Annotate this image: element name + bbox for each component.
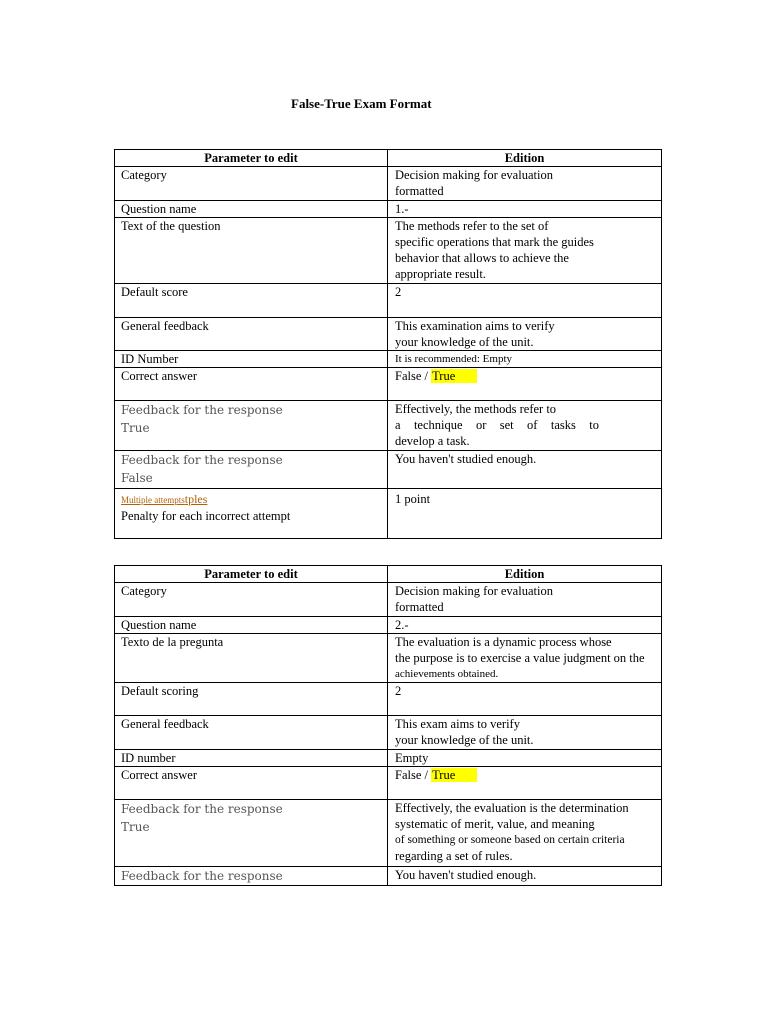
question-text-line: achievements obtained. [395, 668, 499, 680]
correct-answer-prefix: False / [395, 369, 432, 383]
feedback-true-label [115, 401, 388, 451]
feedback-label-line: Feedback for the response [121, 869, 283, 883]
correct-answer-highlight: True [431, 369, 477, 383]
category-value-line: formatted [395, 184, 444, 198]
general-feedback-line: your knowledge of the unit. [395, 733, 534, 747]
category-value-line: formatted [395, 600, 444, 614]
category-row [115, 167, 662, 201]
question-text-value [388, 218, 662, 284]
correct-answer-row [115, 767, 662, 800]
default-score-row [115, 284, 662, 318]
correct-answer-highlight: True [431, 768, 477, 782]
feedback-true-line: Effectively, the evaluation is the determination [395, 801, 629, 815]
penalty-label [115, 489, 388, 539]
id-number-value: It is recommended: Empty [388, 351, 662, 368]
default-score-row [115, 683, 662, 716]
question-text-value [388, 634, 662, 683]
question-text-label: Text of the question [115, 218, 388, 284]
multiple-attempts-suffix: tples [184, 492, 208, 506]
question-name-label: Question name [115, 617, 388, 634]
question-text-line: The methods refer to the set of [395, 219, 549, 233]
general-feedback-line: your knowledge of the unit. [395, 335, 534, 349]
document-title: False-True Exam Format [291, 96, 432, 111]
category-value [388, 167, 662, 201]
feedback-false-row [115, 867, 662, 886]
feedback-true-line: a technique or set of tasks to [395, 418, 599, 432]
multiple-attempts-link[interactable] [121, 491, 381, 508]
feedback-label-line: True [121, 421, 150, 435]
feedback-true-row [115, 800, 662, 867]
general-feedback-line: This exam aims to verify [395, 717, 520, 731]
multiple-attempts-text: Multiple attempts [121, 495, 185, 505]
feedback-label-line: Feedback for the response [121, 403, 283, 417]
general-feedback-line: This examination aims to verify [395, 319, 555, 333]
category-value [388, 583, 662, 617]
default-score-value: 2 [388, 683, 662, 716]
feedback-label-line: True [121, 820, 150, 834]
id-number-label: ID number [115, 750, 388, 767]
category-label: Category [115, 167, 388, 201]
correct-answer-label: Correct answer [115, 767, 388, 800]
id-number-value: Empty [388, 750, 662, 767]
header-row [115, 566, 662, 583]
category-label: Category [115, 583, 388, 617]
feedback-true-value [388, 800, 662, 867]
header-parameter: Parameter to edit [115, 566, 388, 583]
default-score-label: Default score [115, 284, 388, 318]
correct-answer-label: Correct answer [115, 368, 388, 401]
general-feedback-row [115, 716, 662, 750]
question-text-line: appropriate result. [395, 267, 486, 281]
general-feedback-label: General feedback [115, 318, 388, 351]
general-feedback-label: General feedback [115, 716, 388, 750]
feedback-true-line: of something or someone based on certain criteria [395, 834, 625, 846]
feedback-true-row [115, 401, 662, 451]
question-name-row [115, 617, 662, 634]
category-value-line: Decision making for evaluation [395, 168, 553, 182]
header-row [115, 150, 662, 167]
question-2-table [114, 565, 662, 886]
general-feedback-value [388, 318, 662, 351]
penalty-value: 1 point [388, 489, 662, 539]
feedback-label-line: Feedback for the response [121, 802, 283, 816]
feedback-label-line: Feedback for the response [121, 453, 283, 467]
id-number-row [115, 750, 662, 767]
question-text-line: The evaluation is a dynamic process whose [395, 635, 612, 649]
question-name-row [115, 201, 662, 218]
question-text-line: specific operations that mark the guides [395, 235, 594, 249]
question-text-label: Texto de la pregunta [115, 634, 388, 683]
general-feedback-row [115, 318, 662, 351]
question-text-line: behavior that allows to achieve the [395, 251, 569, 265]
feedback-false-label [115, 867, 388, 886]
correct-answer-value [388, 767, 662, 800]
feedback-true-label [115, 800, 388, 867]
question-text-row [115, 634, 662, 683]
correct-answer-value [388, 368, 662, 401]
general-feedback-value [388, 716, 662, 750]
feedback-false-row [115, 451, 662, 489]
question-text-line: the purpose is to exercise a value judgment on the [395, 651, 645, 665]
feedback-true-line: Effectively, the methods refer to [395, 402, 557, 416]
feedback-true-line: regarding a set of rules. [395, 849, 513, 863]
feedback-label-line: False [121, 471, 153, 485]
feedback-true-line: develop a task. [395, 434, 470, 448]
category-value-line: Decision making for evaluation [395, 584, 553, 598]
default-score-label: Default scoring [115, 683, 388, 716]
id-number-label: ID Number [115, 351, 388, 368]
default-score-value: 2 [388, 284, 662, 318]
correct-answer-row [115, 368, 662, 401]
feedback-false-value: You haven't studied enough. [388, 451, 662, 489]
penalty-label-text: Penalty for each incorrect attempt [121, 509, 291, 523]
feedback-false-label [115, 451, 388, 489]
header-parameter: Parameter to edit [115, 150, 388, 167]
question-1-table [114, 149, 662, 539]
question-text-row [115, 218, 662, 284]
question-name-value: 2.- [388, 617, 662, 634]
feedback-true-value [388, 401, 662, 451]
header-edition: Edition [388, 566, 662, 583]
feedback-true-line: systematic of merit, value, and meaning [395, 817, 595, 831]
category-row [115, 583, 662, 617]
question-name-label: Question name [115, 201, 388, 218]
penalty-row [115, 489, 662, 539]
header-edition: Edition [388, 150, 662, 167]
correct-answer-prefix: False / [395, 768, 432, 782]
question-name-value: 1.- [388, 201, 662, 218]
feedback-false-value: You haven't studied enough. [388, 867, 662, 886]
id-number-row [115, 351, 662, 368]
